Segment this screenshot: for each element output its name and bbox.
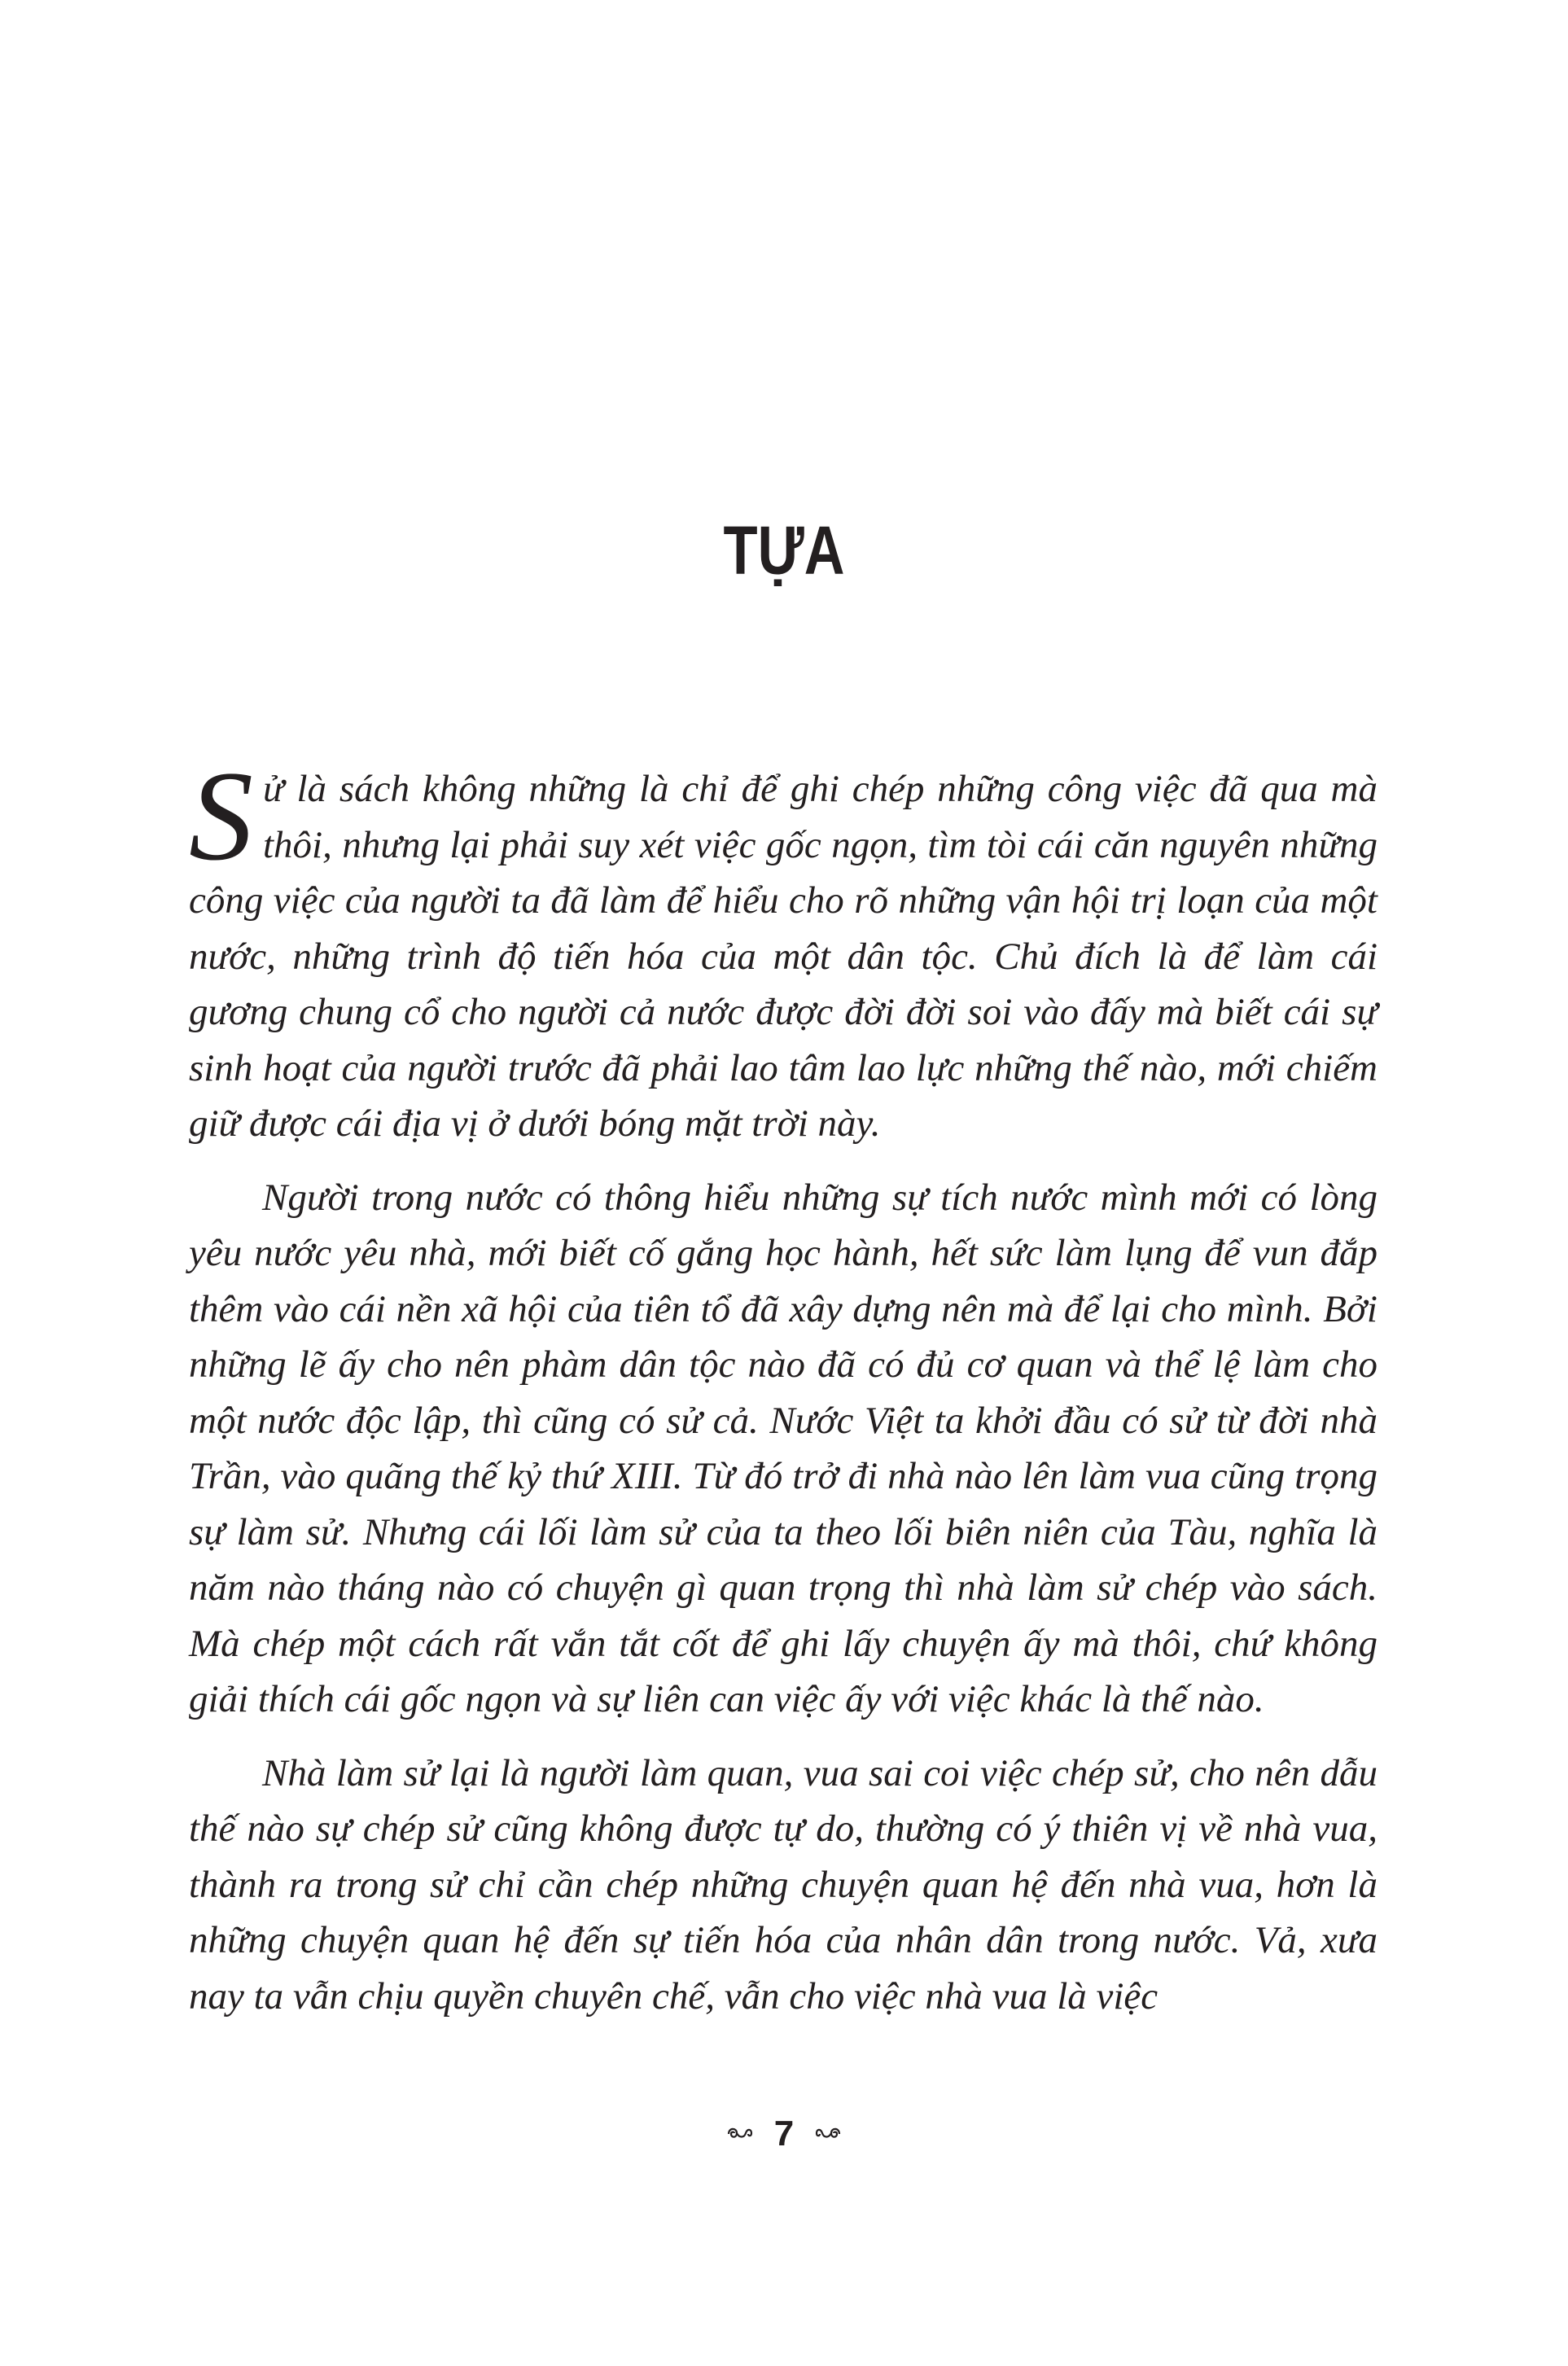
chapter-title: TỰA	[723, 512, 845, 589]
page-number: 7	[773, 2114, 795, 2153]
scroll-ornament-right-icon	[814, 2120, 842, 2149]
paragraph-1	[189, 745, 1377, 1152]
scroll-ornament-left-icon	[726, 2120, 754, 2149]
paragraph-1-text: ử là sách không những là chỉ để ghi chép những công việc đã qua mà thôi, nhưng lại phải suy xét việc gốc ngọn, tìm tòi cái căn nguyên những công việc của người ta đã làm để hiểu cho rõ những vận hội trị loạn của một nước, những trình độ tiến hóa của một dân tộc. Chủ đích là để làm cái gương chung cổ cho người cả nước được đời đời soi vào đấy mà biết cái sự sinh hoạt của người trước đã phải lao tâm lao lực những thế nào, mới chiếm giữ được cái địa vị ở dưới bóng mặt trời này.	[189, 768, 1377, 1145]
body-text	[189, 745, 1377, 2042]
page-footer	[0, 2114, 1568, 2154]
paragraph-3: Nhà làm sử lại là người làm quan, vua sai coi việc chép sử, cho nên dẫu thế nào sự chép sử cũng không được tự do, thường có ý thiên vị về nhà vua, thành ra trong sử chỉ cần chép những chuyện quan hệ đến nhà vua, hơn là những chuyện quan hệ đến sự tiến hóa của nhân dân trong nước. Vả, xưa nay ta vẫn chịu quyền chuyên chế, vẫn cho việc nhà vua là việc	[189, 1751, 1377, 2018]
drop-cap: S	[189, 745, 253, 887]
paragraph-2: Người trong nước có thông hiểu những sự tích nước mình mới có lòng yêu nước yêu nhà, mới biết cố gắng học hành, hết sức làm lụng để vun đắp thêm vào cái nền xã hội của tiên tổ đã xây dựng nên mà để lại cho mình. Bởi những lẽ ấy cho nên phàm dân tộc nào đã có đủ cơ quan và thể lệ làm cho một nước độc lập, thì cũng có sử cả. Nước Việt ta khởi đầu có sử từ đời nhà Trần, vào quãng thế kỷ thứ XIII. Từ đó trở đi nhà nào lên làm vua cũng trọng sự làm sử. Nhưng cái lối làm sử của ta theo lối biên niên của Tàu, nghĩa là năm nào tháng nào có chuyện gì quan trọng thì nhà làm sử chép vào sách. Mà chép một cách rất vắn tắt cốt để ghi lấy chuyện ấy mà thôi, chứ không giải thích cái gốc ngọn và sự liên can việc ấy với việc khác là thế nào.	[189, 1176, 1377, 1720]
